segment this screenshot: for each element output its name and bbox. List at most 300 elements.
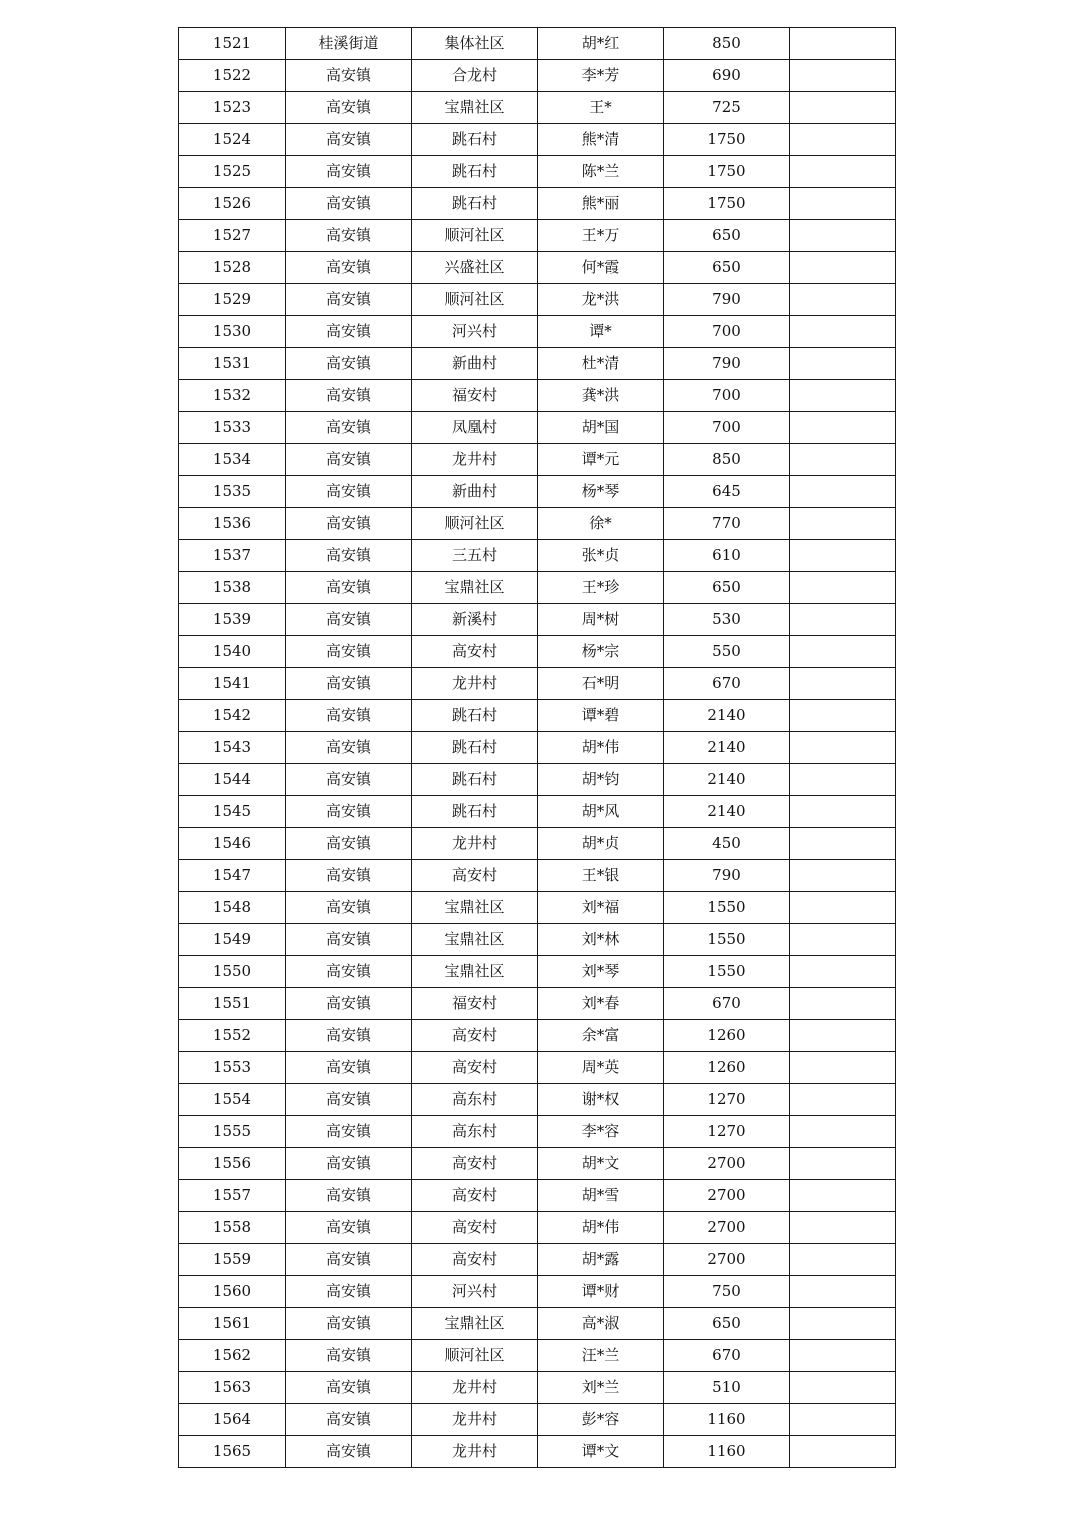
village-cell: 龙井村 xyxy=(412,668,538,700)
table-row xyxy=(179,92,896,124)
amount-cell: 2140 xyxy=(664,732,790,764)
village-cell: 跳石村 xyxy=(412,764,538,796)
note-cell xyxy=(790,924,896,956)
amount-cell: 750 xyxy=(664,1276,790,1308)
amount-cell: 650 xyxy=(664,252,790,284)
town-cell: 高安镇 xyxy=(286,924,412,956)
village-cell: 跳石村 xyxy=(412,156,538,188)
amount-cell: 1750 xyxy=(664,156,790,188)
note-cell xyxy=(790,476,896,508)
amount-cell: 2140 xyxy=(664,796,790,828)
note-cell xyxy=(790,60,896,92)
village-cell: 龙井村 xyxy=(412,444,538,476)
village-cell: 高安村 xyxy=(412,1212,538,1244)
note-cell xyxy=(790,1372,896,1404)
village-cell: 龙井村 xyxy=(412,1404,538,1436)
serial-number-cell: 1564 xyxy=(179,1404,286,1436)
note-cell xyxy=(790,1148,896,1180)
town-cell: 高安镇 xyxy=(286,380,412,412)
village-cell: 高安村 xyxy=(412,1148,538,1180)
person-name-cell: 李*芳 xyxy=(538,60,664,92)
person-name-cell: 胡*国 xyxy=(538,412,664,444)
serial-number-cell: 1557 xyxy=(179,1180,286,1212)
amount-cell: 1550 xyxy=(664,892,790,924)
table-row xyxy=(179,1020,896,1052)
note-cell xyxy=(790,1116,896,1148)
table-row xyxy=(179,508,896,540)
amount-cell: 670 xyxy=(664,1340,790,1372)
town-cell: 高安镇 xyxy=(286,668,412,700)
person-name-cell: 陈*兰 xyxy=(538,156,664,188)
table-row xyxy=(179,604,896,636)
village-cell: 宝鼎社区 xyxy=(412,892,538,924)
serial-number-cell: 1538 xyxy=(179,572,286,604)
village-cell: 凤凰村 xyxy=(412,412,538,444)
person-name-cell: 胡*雪 xyxy=(538,1180,664,1212)
village-cell: 新曲村 xyxy=(412,348,538,380)
town-cell: 高安镇 xyxy=(286,124,412,156)
town-cell: 高安镇 xyxy=(286,1052,412,1084)
serial-number-cell: 1545 xyxy=(179,796,286,828)
serial-number-cell: 1556 xyxy=(179,1148,286,1180)
town-cell: 高安镇 xyxy=(286,700,412,732)
amount-cell: 1750 xyxy=(664,188,790,220)
note-cell xyxy=(790,956,896,988)
note-cell xyxy=(790,220,896,252)
amount-cell: 2140 xyxy=(664,700,790,732)
person-name-cell: 胡*伟 xyxy=(538,732,664,764)
note-cell xyxy=(790,636,896,668)
village-cell: 龙井村 xyxy=(412,1372,538,1404)
amount-cell: 790 xyxy=(664,348,790,380)
person-name-cell: 胡*露 xyxy=(538,1244,664,1276)
town-cell: 高安镇 xyxy=(286,1020,412,1052)
serial-number-cell: 1551 xyxy=(179,988,286,1020)
serial-number-cell: 1521 xyxy=(179,28,286,60)
town-cell: 高安镇 xyxy=(286,1084,412,1116)
roster-table xyxy=(178,27,896,1468)
person-name-cell: 熊*丽 xyxy=(538,188,664,220)
note-cell xyxy=(790,572,896,604)
amount-cell: 450 xyxy=(664,828,790,860)
amount-cell: 2700 xyxy=(664,1212,790,1244)
note-cell xyxy=(790,1052,896,1084)
person-name-cell: 周*树 xyxy=(538,604,664,636)
person-name-cell: 刘*琴 xyxy=(538,956,664,988)
table-row xyxy=(179,1436,896,1468)
serial-number-cell: 1559 xyxy=(179,1244,286,1276)
note-cell xyxy=(790,252,896,284)
town-cell: 桂溪街道 xyxy=(286,28,412,60)
amount-cell: 770 xyxy=(664,508,790,540)
serial-number-cell: 1526 xyxy=(179,188,286,220)
town-cell: 高安镇 xyxy=(286,348,412,380)
person-name-cell: 胡*伟 xyxy=(538,1212,664,1244)
person-name-cell: 何*霞 xyxy=(538,252,664,284)
village-cell: 顺河社区 xyxy=(412,1340,538,1372)
serial-number-cell: 1536 xyxy=(179,508,286,540)
note-cell xyxy=(790,732,896,764)
table-row xyxy=(179,764,896,796)
table-row xyxy=(179,1052,896,1084)
table-row xyxy=(179,732,896,764)
town-cell: 高安镇 xyxy=(286,1148,412,1180)
person-name-cell: 王*万 xyxy=(538,220,664,252)
serial-number-cell: 1527 xyxy=(179,220,286,252)
village-cell: 福安村 xyxy=(412,988,538,1020)
amount-cell: 700 xyxy=(664,316,790,348)
village-cell: 合龙村 xyxy=(412,60,538,92)
table-row xyxy=(179,988,896,1020)
village-cell: 跳石村 xyxy=(412,188,538,220)
table-row xyxy=(179,1148,896,1180)
town-cell: 高安镇 xyxy=(286,1180,412,1212)
town-cell: 高安镇 xyxy=(286,604,412,636)
serial-number-cell: 1552 xyxy=(179,1020,286,1052)
note-cell xyxy=(790,700,896,732)
note-cell xyxy=(790,1404,896,1436)
village-cell: 福安村 xyxy=(412,380,538,412)
serial-number-cell: 1543 xyxy=(179,732,286,764)
person-name-cell: 谭*元 xyxy=(538,444,664,476)
note-cell xyxy=(790,284,896,316)
village-cell: 新曲村 xyxy=(412,476,538,508)
table-row xyxy=(179,284,896,316)
person-name-cell: 汪*兰 xyxy=(538,1340,664,1372)
table-row xyxy=(179,380,896,412)
person-name-cell: 谭*碧 xyxy=(538,700,664,732)
amount-cell: 1750 xyxy=(664,124,790,156)
amount-cell: 700 xyxy=(664,380,790,412)
village-cell: 高安村 xyxy=(412,1244,538,1276)
table-row xyxy=(179,60,896,92)
table-row xyxy=(179,1276,896,1308)
town-cell: 高安镇 xyxy=(286,1212,412,1244)
town-cell: 高安镇 xyxy=(286,732,412,764)
town-cell: 高安镇 xyxy=(286,188,412,220)
serial-number-cell: 1562 xyxy=(179,1340,286,1372)
person-name-cell: 谢*权 xyxy=(538,1084,664,1116)
village-cell: 三五村 xyxy=(412,540,538,572)
town-cell: 高安镇 xyxy=(286,508,412,540)
person-name-cell: 杜*清 xyxy=(538,348,664,380)
amount-cell: 610 xyxy=(664,540,790,572)
amount-cell: 530 xyxy=(664,604,790,636)
table-row xyxy=(179,188,896,220)
note-cell xyxy=(790,796,896,828)
note-cell xyxy=(790,348,896,380)
table-row xyxy=(179,860,896,892)
table-row xyxy=(179,1372,896,1404)
note-cell xyxy=(790,892,896,924)
town-cell: 高安镇 xyxy=(286,636,412,668)
amount-cell: 1160 xyxy=(664,1404,790,1436)
amount-cell: 1260 xyxy=(664,1020,790,1052)
serial-number-cell: 1530 xyxy=(179,316,286,348)
note-cell xyxy=(790,92,896,124)
table-row xyxy=(179,124,896,156)
table-row xyxy=(179,828,896,860)
serial-number-cell: 1528 xyxy=(179,252,286,284)
serial-number-cell: 1540 xyxy=(179,636,286,668)
note-cell xyxy=(790,1180,896,1212)
village-cell: 高东村 xyxy=(412,1084,538,1116)
amount-cell: 850 xyxy=(664,444,790,476)
roster-table-body xyxy=(179,28,896,1468)
note-cell xyxy=(790,1308,896,1340)
note-cell xyxy=(790,380,896,412)
person-name-cell: 周*英 xyxy=(538,1052,664,1084)
town-cell: 高安镇 xyxy=(286,956,412,988)
village-cell: 跳石村 xyxy=(412,796,538,828)
table-row xyxy=(179,892,896,924)
serial-number-cell: 1523 xyxy=(179,92,286,124)
person-name-cell: 杨*琴 xyxy=(538,476,664,508)
table-row xyxy=(179,700,896,732)
table-row xyxy=(179,156,896,188)
town-cell: 高安镇 xyxy=(286,284,412,316)
town-cell: 高安镇 xyxy=(286,828,412,860)
town-cell: 高安镇 xyxy=(286,1116,412,1148)
serial-number-cell: 1549 xyxy=(179,924,286,956)
town-cell: 高安镇 xyxy=(286,860,412,892)
note-cell xyxy=(790,540,896,572)
note-cell xyxy=(790,124,896,156)
table-row xyxy=(179,1212,896,1244)
village-cell: 顺河社区 xyxy=(412,508,538,540)
person-name-cell: 谭* xyxy=(538,316,664,348)
village-cell: 集体社区 xyxy=(412,28,538,60)
amount-cell: 790 xyxy=(664,284,790,316)
village-cell: 龙井村 xyxy=(412,1436,538,1468)
town-cell: 高安镇 xyxy=(286,1372,412,1404)
amount-cell: 670 xyxy=(664,988,790,1020)
note-cell xyxy=(790,508,896,540)
note-cell xyxy=(790,188,896,220)
note-cell xyxy=(790,764,896,796)
town-cell: 高安镇 xyxy=(286,1244,412,1276)
amount-cell: 2700 xyxy=(664,1180,790,1212)
serial-number-cell: 1541 xyxy=(179,668,286,700)
person-name-cell: 胡*风 xyxy=(538,796,664,828)
amount-cell: 700 xyxy=(664,412,790,444)
amount-cell: 1270 xyxy=(664,1116,790,1148)
note-cell xyxy=(790,412,896,444)
person-name-cell: 胡*文 xyxy=(538,1148,664,1180)
village-cell: 宝鼎社区 xyxy=(412,92,538,124)
note-cell xyxy=(790,860,896,892)
table-row xyxy=(179,956,896,988)
note-cell xyxy=(790,28,896,60)
note-cell xyxy=(790,444,896,476)
note-cell xyxy=(790,1340,896,1372)
table-row xyxy=(179,1180,896,1212)
person-name-cell: 胡*红 xyxy=(538,28,664,60)
serial-number-cell: 1560 xyxy=(179,1276,286,1308)
town-cell: 高安镇 xyxy=(286,316,412,348)
table-row xyxy=(179,668,896,700)
village-cell: 河兴村 xyxy=(412,316,538,348)
amount-cell: 1160 xyxy=(664,1436,790,1468)
table-row xyxy=(179,796,896,828)
person-name-cell: 余*富 xyxy=(538,1020,664,1052)
note-cell xyxy=(790,668,896,700)
serial-number-cell: 1522 xyxy=(179,60,286,92)
person-name-cell: 龙*洪 xyxy=(538,284,664,316)
amount-cell: 650 xyxy=(664,1308,790,1340)
town-cell: 高安镇 xyxy=(286,92,412,124)
town-cell: 高安镇 xyxy=(286,1404,412,1436)
serial-number-cell: 1534 xyxy=(179,444,286,476)
serial-number-cell: 1542 xyxy=(179,700,286,732)
person-name-cell: 熊*清 xyxy=(538,124,664,156)
table-row xyxy=(179,220,896,252)
note-cell xyxy=(790,988,896,1020)
village-cell: 宝鼎社区 xyxy=(412,1308,538,1340)
amount-cell: 650 xyxy=(664,220,790,252)
table-row xyxy=(179,412,896,444)
table-row xyxy=(179,1404,896,1436)
serial-number-cell: 1532 xyxy=(179,380,286,412)
amount-cell: 670 xyxy=(664,668,790,700)
village-cell: 兴盛社区 xyxy=(412,252,538,284)
town-cell: 高安镇 xyxy=(286,444,412,476)
serial-number-cell: 1529 xyxy=(179,284,286,316)
town-cell: 高安镇 xyxy=(286,540,412,572)
table-row xyxy=(179,924,896,956)
person-name-cell: 胡*贞 xyxy=(538,828,664,860)
amount-cell: 2700 xyxy=(664,1244,790,1276)
person-name-cell: 刘*兰 xyxy=(538,1372,664,1404)
town-cell: 高安镇 xyxy=(286,1276,412,1308)
town-cell: 高安镇 xyxy=(286,156,412,188)
serial-number-cell: 1539 xyxy=(179,604,286,636)
village-cell: 跳石村 xyxy=(412,732,538,764)
town-cell: 高安镇 xyxy=(286,1436,412,1468)
note-cell xyxy=(790,604,896,636)
person-name-cell: 龚*洪 xyxy=(538,380,664,412)
person-name-cell: 王* xyxy=(538,92,664,124)
note-cell xyxy=(790,1276,896,1308)
person-name-cell: 谭*财 xyxy=(538,1276,664,1308)
serial-number-cell: 1550 xyxy=(179,956,286,988)
amount-cell: 690 xyxy=(664,60,790,92)
town-cell: 高安镇 xyxy=(286,1308,412,1340)
table-row xyxy=(179,1244,896,1276)
amount-cell: 1550 xyxy=(664,956,790,988)
serial-number-cell: 1524 xyxy=(179,124,286,156)
person-name-cell: 徐* xyxy=(538,508,664,540)
table-row xyxy=(179,252,896,284)
person-name-cell: 李*容 xyxy=(538,1116,664,1148)
note-cell xyxy=(790,1244,896,1276)
serial-number-cell: 1533 xyxy=(179,412,286,444)
town-cell: 高安镇 xyxy=(286,412,412,444)
person-name-cell: 胡*钧 xyxy=(538,764,664,796)
table-row xyxy=(179,348,896,380)
amount-cell: 725 xyxy=(664,92,790,124)
note-cell xyxy=(790,316,896,348)
amount-cell: 1260 xyxy=(664,1052,790,1084)
serial-number-cell: 1553 xyxy=(179,1052,286,1084)
serial-number-cell: 1554 xyxy=(179,1084,286,1116)
person-name-cell: 刘*林 xyxy=(538,924,664,956)
village-cell: 高安村 xyxy=(412,1052,538,1084)
serial-number-cell: 1531 xyxy=(179,348,286,380)
serial-number-cell: 1546 xyxy=(179,828,286,860)
amount-cell: 1550 xyxy=(664,924,790,956)
amount-cell: 850 xyxy=(664,28,790,60)
amount-cell: 2140 xyxy=(664,764,790,796)
person-name-cell: 张*贞 xyxy=(538,540,664,572)
person-name-cell: 谭*文 xyxy=(538,1436,664,1468)
town-cell: 高安镇 xyxy=(286,220,412,252)
note-cell xyxy=(790,1020,896,1052)
amount-cell: 1270 xyxy=(664,1084,790,1116)
village-cell: 跳石村 xyxy=(412,700,538,732)
note-cell xyxy=(790,156,896,188)
person-name-cell: 高*淑 xyxy=(538,1308,664,1340)
amount-cell: 2700 xyxy=(664,1148,790,1180)
town-cell: 高安镇 xyxy=(286,764,412,796)
table-row xyxy=(179,1084,896,1116)
person-name-cell: 石*明 xyxy=(538,668,664,700)
note-cell xyxy=(790,1436,896,1468)
village-cell: 龙井村 xyxy=(412,828,538,860)
village-cell: 高安村 xyxy=(412,860,538,892)
table-row xyxy=(179,1116,896,1148)
note-cell xyxy=(790,1084,896,1116)
table-row xyxy=(179,444,896,476)
table-row xyxy=(179,316,896,348)
amount-cell: 790 xyxy=(664,860,790,892)
table-row xyxy=(179,636,896,668)
serial-number-cell: 1547 xyxy=(179,860,286,892)
serial-number-cell: 1561 xyxy=(179,1308,286,1340)
serial-number-cell: 1535 xyxy=(179,476,286,508)
town-cell: 高安镇 xyxy=(286,1340,412,1372)
town-cell: 高安镇 xyxy=(286,988,412,1020)
village-cell: 河兴村 xyxy=(412,1276,538,1308)
person-name-cell: 刘*福 xyxy=(538,892,664,924)
village-cell: 宝鼎社区 xyxy=(412,956,538,988)
town-cell: 高安镇 xyxy=(286,892,412,924)
person-name-cell: 刘*春 xyxy=(538,988,664,1020)
person-name-cell: 王*银 xyxy=(538,860,664,892)
village-cell: 顺河社区 xyxy=(412,220,538,252)
town-cell: 高安镇 xyxy=(286,796,412,828)
table-row xyxy=(179,572,896,604)
serial-number-cell: 1548 xyxy=(179,892,286,924)
town-cell: 高安镇 xyxy=(286,476,412,508)
village-cell: 高安村 xyxy=(412,1180,538,1212)
serial-number-cell: 1565 xyxy=(179,1436,286,1468)
village-cell: 跳石村 xyxy=(412,124,538,156)
village-cell: 顺河社区 xyxy=(412,284,538,316)
person-name-cell: 彭*容 xyxy=(538,1404,664,1436)
serial-number-cell: 1563 xyxy=(179,1372,286,1404)
amount-cell: 550 xyxy=(664,636,790,668)
village-cell: 宝鼎社区 xyxy=(412,572,538,604)
table-row xyxy=(179,540,896,572)
person-name-cell: 王*珍 xyxy=(538,572,664,604)
person-name-cell: 杨*宗 xyxy=(538,636,664,668)
table-row xyxy=(179,1340,896,1372)
amount-cell: 650 xyxy=(664,572,790,604)
table-row xyxy=(179,28,896,60)
village-cell: 高安村 xyxy=(412,636,538,668)
note-cell xyxy=(790,828,896,860)
